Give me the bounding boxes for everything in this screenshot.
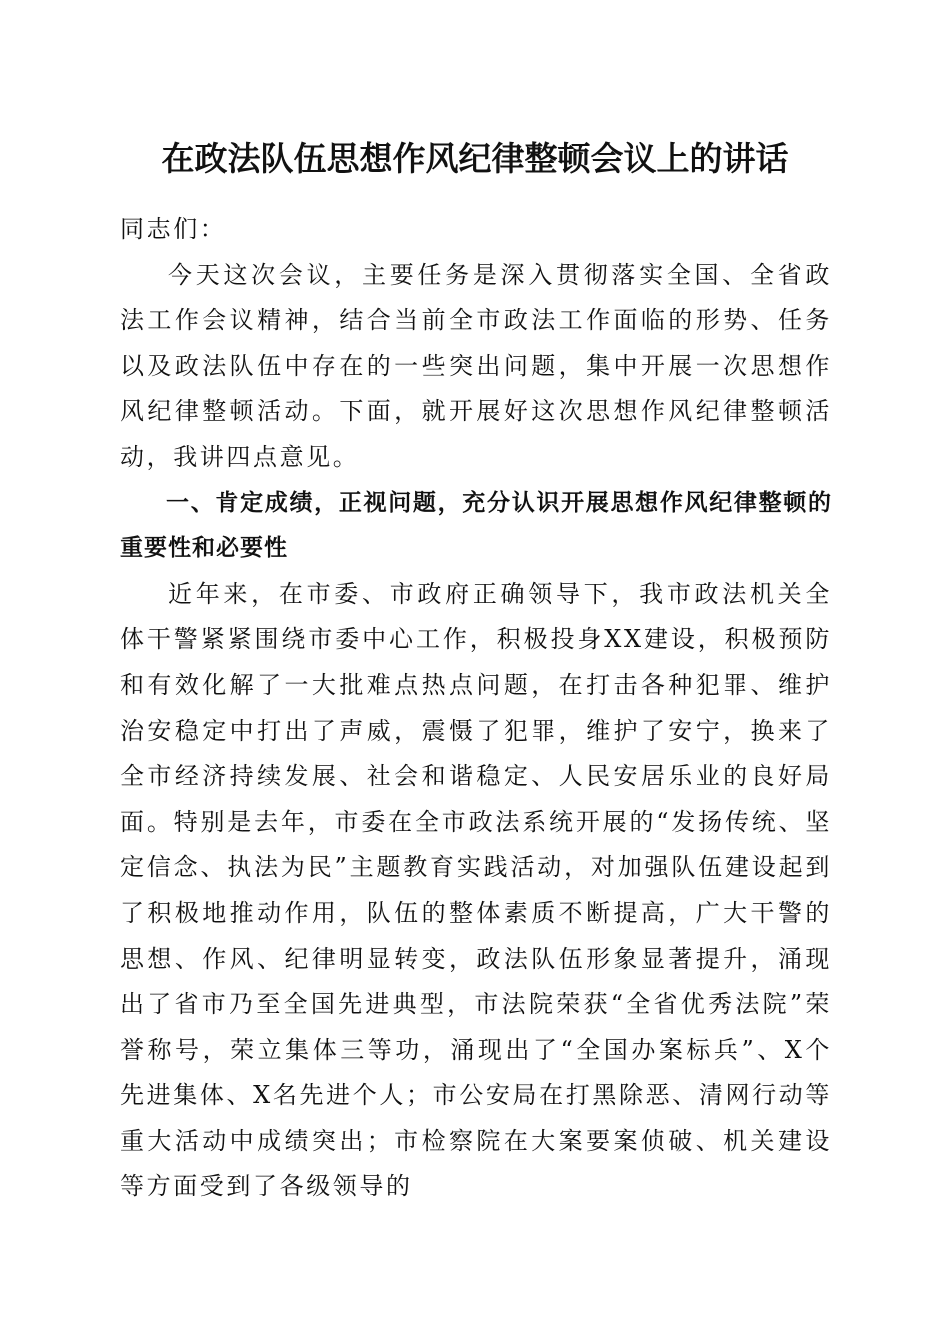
section-paragraph: 近年来，在市委、市政府正确领导下，我市政法机关全体干警紧紧围绕市委中心工作，积极投身XX建设，积极预防和有效化解了一大批难点热点问题，在打击各种犯罪、维护治安稳定中打出了声威，震慑了犯罪，维护了安宁，换来了全市经济持续发展、社会和谐稳定、人民安居乐业的良好局面。特别是去年，市委在全市政法系统开展的“发扬传统、坚定信念、执法为民”主题教育实践活动，对加强队伍建设起到了积极地推动作用，队伍的整体素质不断提高，广大干警的思想、作风、纪律明显转变，政法队伍形象显著提升，涌现出了省市乃至全国先进典型，市法院荣获“全省优秀法院”荣誉称号，荣立集体三等功，涌现出了“全国办案标兵”、X个先进集体、X名先进个人；市公安局在打黑除恶、清网行动等重大活动中成绩突出；市检察院在大案要案侦破、机关建设等方面受到了各级领导的 <box>120 579 832 1201</box>
section-heading: 一、肯定成绩，正视问题，充分认识开展思想作风纪律整顿的重要性和必要性 <box>120 489 832 562</box>
document-title: 在政法队伍思想作风纪律整顿会议上的讲话 <box>161 139 789 178</box>
document-body <box>120 207 832 1210</box>
salutation: 同志们： <box>120 215 227 243</box>
intro-paragraph: 今天这次会议，主要任务是深入贯彻落实全国、全省政法工作会议精神，结合当前全市政法工作面临的形势、任务以及政法队伍中存在的一些突出问题，集中开展一次思想作风纪律整顿活动。下面，就开展好这次思想作风纪律整顿活动，我讲四点意见。 <box>120 260 832 471</box>
